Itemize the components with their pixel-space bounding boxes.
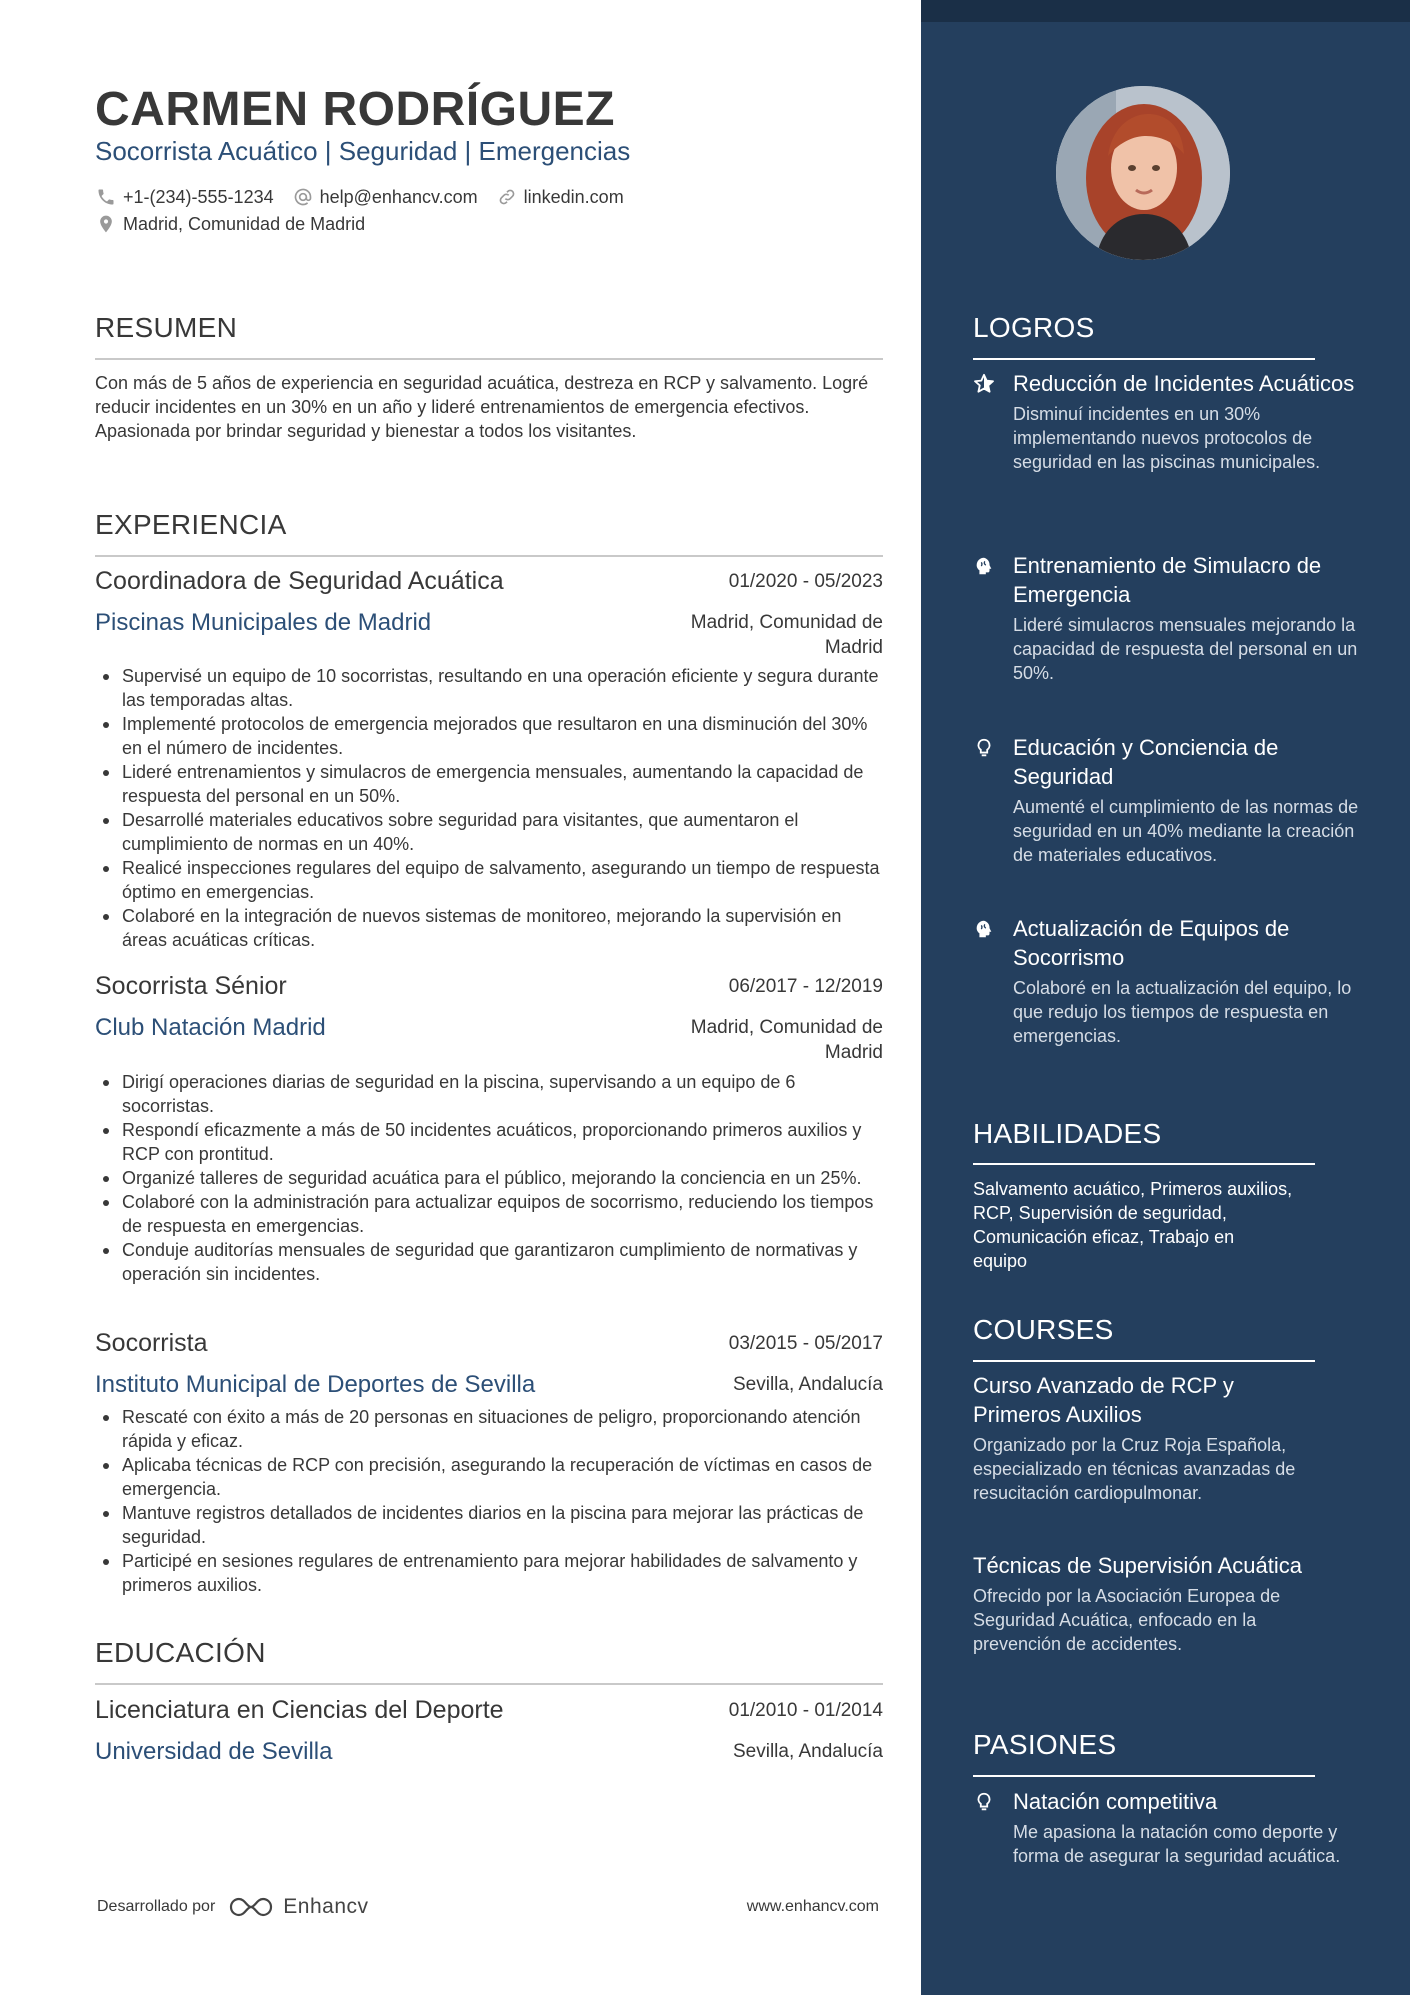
phone-text: +1-(234)-555-1234 — [123, 186, 274, 207]
summary-divider — [95, 358, 883, 360]
location-text: Madrid, Comunidad de Madrid — [123, 213, 366, 234]
school-name: Universidad de Sevilla — [95, 1738, 333, 1765]
bullet: Implementé protocolos de emergencia mejorados que resultaron en una disminución del 30% en el número de incidentes. — [95, 712, 885, 760]
achievement-title: Educación y Conciencia de Seguridad — [1013, 735, 1279, 789]
brand-name: Enhancv — [283, 1895, 369, 1918]
link-icon — [496, 186, 518, 208]
lightbulb-icon — [973, 1791, 995, 1813]
course-title: Técnicas de Supervisión Acuática — [973, 1553, 1302, 1578]
courses-title: COURSES — [973, 1314, 1114, 1345]
star-icon — [973, 373, 995, 395]
achievement-item — [973, 914, 1373, 1048]
bullet: Conduje auditorías mensuales de seguridad que garantizaron cumplimiento de normativas y operación sin incidentes. — [95, 1238, 885, 1286]
course-item — [973, 1551, 1323, 1656]
candidate-name: CARMEN RODRÍGUEZ — [95, 83, 615, 136]
bullet: Aplicaba técnicas de RCP con precisión, asegurando la recuperación de víctimas en casos de emergencia. — [95, 1453, 885, 1501]
job-dates: 06/2017 - 12/2019 — [728, 976, 883, 997]
bullet: Colaboré en la integración de nuevos sistemas de monitoreo, mejorando la supervisión en áreas acuáticas críticas. — [95, 904, 885, 952]
location-row — [95, 211, 383, 237]
education-title: EDUCACIÓN — [95, 1637, 266, 1668]
course-title: Curso Avanzado de RCP y Primeros Auxilios — [973, 1373, 1234, 1427]
bullet: Rescaté con éxito a más de 20 personas en situaciones de peligro, proporcionando atención rápida y eficaz. — [95, 1405, 885, 1453]
brain-icon — [973, 918, 995, 940]
course-desc: Organizado por la Cruz Roja Española, especializado en técnicas avanzadas de resucitación cardiopulmonar. — [973, 1435, 1296, 1503]
bullet: Dirigí operaciones diarias de seguridad en la piscina, supervisando a un equipo de 6 socorristas. — [95, 1070, 885, 1118]
experience-title: EXPERIENCIA — [95, 509, 287, 540]
bullet: Participé en sesiones regulares de entrenamiento para mejorar habilidades de salvamento y primeros auxilios. — [95, 1549, 885, 1597]
job-location: Madrid, Comunidad de Madrid — [690, 612, 883, 658]
job-bullets — [95, 1405, 885, 1597]
job-company: Instituto Municipal de Deportes de Sevilla — [95, 1371, 536, 1398]
course-desc: Ofrecido por la Asociación Europea de Seguridad Acuática, enfocado en la prevención de accidentes. — [973, 1586, 1281, 1654]
achievement-item — [973, 733, 1373, 867]
skills-title: HABILIDADES — [973, 1118, 1162, 1149]
profile-photo — [1056, 86, 1230, 260]
summary-title: RESUMEN — [95, 312, 238, 343]
job-title: Socorrista Sénior — [95, 972, 287, 1000]
job-title: Socorrista — [95, 1329, 208, 1357]
contact-email[interactable] — [292, 186, 478, 208]
location-pin-icon — [95, 213, 117, 235]
footer-branding — [97, 1894, 369, 1920]
achievement-desc: Aumenté el cumplimiento de las normas de seguridad en un 40% mediante la creación de materiales educativos. — [1013, 797, 1359, 865]
bullet: Lideré entrenamientos y simulacros de emergencia mensuales, aumentando la capacidad de respuesta del personal en un 50%. — [95, 760, 885, 808]
bullet: Colaboré con la administración para actualizar equipos de socorrismo, reduciendo los tiempos de respuesta en emergencias. — [95, 1190, 885, 1238]
job-company: Club Natación Madrid — [95, 1014, 326, 1041]
contact-location — [95, 213, 365, 235]
education-divider — [95, 1683, 883, 1685]
job-bullets — [95, 1070, 885, 1286]
bullet: Mantuve registros detallados de incidentes diarios en la piscina para mejorar las prácticas de seguridad. — [95, 1501, 885, 1549]
job-location: Sevilla, Andalucía — [733, 1374, 883, 1395]
summary-text: Con más de 5 años de experiencia en seguridad acuática, destreza en RCP y salvamento. Logré reducir incidentes en un 30% en un año y lideré entrenamientos de emergencia efectivos. Apasionada por brindar seguridad y bienestar a todos los visitantes. — [95, 373, 869, 441]
bullet: Supervisé un equipo de 10 socorristas, resultando en una operación eficiente y segura durante las temporadas altas. — [95, 664, 885, 712]
sidebar-column — [921, 0, 1410, 1995]
bullet: Organizé talleres de seguridad acuática para el público, mejorando la conciencia en un 25%. — [95, 1166, 885, 1190]
degree-title: Licenciatura en Ciencias del Deporte — [95, 1696, 504, 1724]
achievement-title: Actualización de Equipos de Socorrismo — [1013, 916, 1290, 970]
achievement-title: Reducción de Incidentes Acuáticos — [1013, 371, 1355, 396]
achievement-item — [973, 369, 1373, 474]
phone-icon — [95, 186, 117, 208]
at-icon — [292, 186, 314, 208]
skills-text: Salvamento acuático, Primeros auxilios, RCP, Supervisión de seguridad, Comunicación eficaz, Trabajo en equipo — [973, 1179, 1293, 1271]
achievement-desc: Disminuí incidentes en un 30% implementando nuevos protocolos de seguridad en las piscinas municipales. — [1013, 404, 1321, 472]
job-bullets — [95, 664, 885, 952]
bullet: Respondí eficazmente a más de 50 incidentes acuáticos, proporcionando primeros auxilios y RCP con prontitud. — [95, 1118, 885, 1166]
contact-phone[interactable] — [95, 186, 274, 208]
passion-desc: Me apasiona la natación como deporte y forma de asegurar la seguridad acuática. — [1013, 1822, 1341, 1866]
achievement-desc: Colaboré en la actualización del equipo, lo que redujo los tiempos de respuesta en emergencias. — [1013, 978, 1352, 1046]
school-location: Sevilla, Andalucía — [733, 1741, 883, 1762]
lightbulb-icon — [973, 737, 995, 759]
skills-divider — [973, 1163, 1315, 1165]
passion-item — [973, 1787, 1373, 1868]
linkedin-text: linkedin.com — [523, 186, 624, 207]
email-text: help@enhancv.com — [319, 186, 478, 207]
passion-title: Natación competitiva — [1013, 1789, 1218, 1814]
courses-divider — [973, 1360, 1315, 1362]
course-item — [973, 1371, 1323, 1505]
candidate-tagline: Socorrista Acuático | Seguridad | Emergencias — [95, 136, 631, 166]
job-title: Coordinadora de Seguridad Acuática — [95, 567, 504, 595]
achievement-desc: Lideré simulacros mensuales mejorando la capacidad de respuesta del personal en un 50%. — [1013, 615, 1358, 683]
contact-row — [95, 184, 642, 210]
passions-title: PASIONES — [973, 1729, 1117, 1760]
education-dates: 01/2010 - 01/2014 — [728, 1700, 883, 1721]
achievement-item — [973, 551, 1373, 685]
bullet: Desarrollé materiales educativos sobre seguridad para visitantes, que aumentaron el cumplimiento de normas en un 40%. — [95, 808, 885, 856]
footer-website[interactable]: www.enhancv.com — [746, 1898, 879, 1915]
experience-divider — [95, 555, 883, 557]
job-location: Madrid, Comunidad de Madrid — [690, 1017, 883, 1063]
brain-icon — [973, 555, 995, 577]
passions-divider — [973, 1775, 1315, 1777]
achievement-title: Entrenamiento de Simulacro de Emergencia — [1013, 553, 1322, 607]
contact-linkedin[interactable] — [496, 186, 624, 208]
enhancv-logo-icon — [227, 1894, 275, 1920]
job-dates: 03/2015 - 05/2017 — [728, 1333, 883, 1354]
bullet: Realicé inspecciones regulares del equipo de salvamento, asegurando un tiempo de respuesta óptimo en emergencias. — [95, 856, 885, 904]
achievements-divider — [973, 358, 1315, 360]
job-dates: 01/2020 - 05/2023 — [728, 571, 883, 592]
powered-by-text: Desarrollado por — [97, 1898, 216, 1915]
achievements-title: LOGROS — [973, 312, 1095, 343]
job-company: Piscinas Municipales de Madrid — [95, 609, 432, 636]
sidebar-top-band — [921, 0, 1410, 22]
